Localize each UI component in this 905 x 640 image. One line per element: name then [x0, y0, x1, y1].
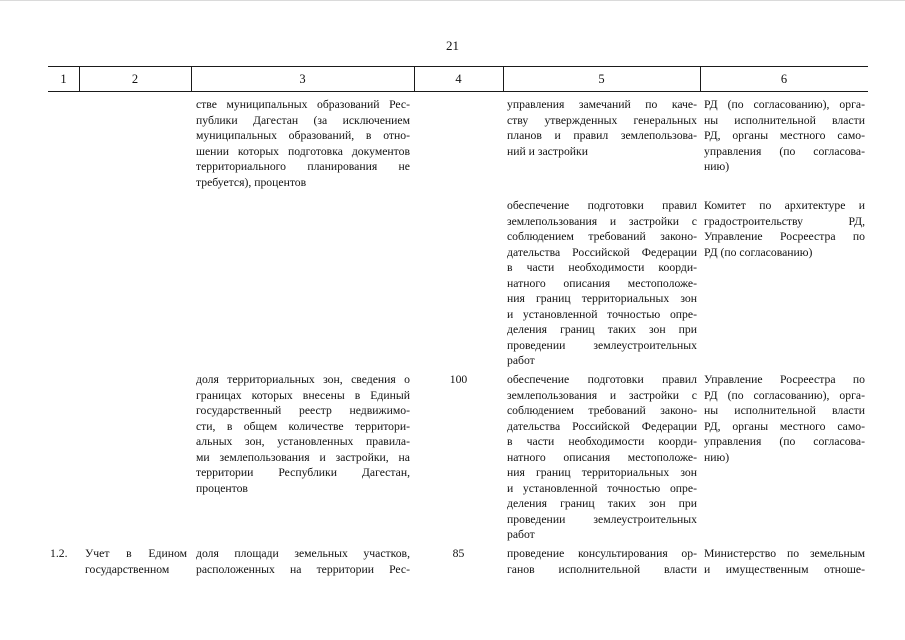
row3-target-value: 100 [449, 373, 468, 386]
table-header-bottom-rule [48, 91, 868, 92]
column-number-3: 3 [299, 72, 306, 86]
row2-measure-text: обеспечение подготовки правил землепользования и застройки с соблюдением требований законо- дательства Российской Федерации в части необходимости коорди- натного описания местоположе- ния границ территориальных зон и установленной точностью опре- деления границ таких зон при проведении землеустроительных работ [507, 199, 697, 367]
column-number-4: 4 [455, 72, 462, 86]
row4-measure-text: проведение консультирования ор- ганов исполнительной власти [507, 547, 697, 576]
table-header-top-rule [48, 66, 868, 67]
scan-top-edge [0, 0, 905, 1]
row4-responsible-text: Министерство по земельным и имущественным отноше- [704, 547, 865, 576]
row1-measure-text: управления замечаний по каче- ству утвержденных генеральных планов и правил землепользова- ний и застройки [507, 98, 697, 158]
row3-responsible-text: Управление Росреестра по РД (по согласованию), орга- ны исполнительной власти РД, органы местного само- управления (по согласова- нию) [704, 373, 865, 464]
row4-item-number: 1.2. [50, 547, 68, 560]
column-number-2: 2 [131, 72, 139, 86]
row2-responsible-text: Комитет по архитектуре и градостроительству РД, Управление Росреестра по РД (по согласованию) [704, 199, 865, 259]
row1-indicator-text: стве муниципальных образований Рес- публики Дагестан (за исключением муниципальных образований, в отно- шении которых подготовка документов территориального планирования не требуется), процентов [196, 98, 410, 189]
row3-indicator-text: доля территориальных зон, сведения о границах которых внесены в Единый государственный реестр недвижимо- сти, в общем количестве территори- альных зон, установленных правила- ми землепользования и застройки, на территории Республики Дагестан, процентов [196, 373, 410, 495]
row4-target-value: 85 [452, 547, 465, 560]
page-number: 21 [446, 38, 459, 53]
row4-section-title: Учет в Едином государственном [85, 547, 187, 576]
row4-indicator-text: доля площади земельных участков, расположенных на территории Рес- [196, 547, 410, 576]
column-number-1: 1 [60, 72, 67, 86]
row1-responsible-text: РД (по согласованию), орга- ны исполнительной власти РД, органы местного само- управления (по согласова- нию) [704, 98, 865, 173]
row3-measure-text: обеспечение подготовки правил землепользования и застройки с соблюдением требований законо- дательства Российской Федерации в части необходимости коорди- натного описания местоположе- ния границ территориальных зон и установленной точностью опре- деления границ таких зон при проведении землеустроительных работ [507, 373, 697, 541]
column-number-5: 5 [598, 72, 605, 86]
column-number-6: 6 [780, 72, 788, 86]
